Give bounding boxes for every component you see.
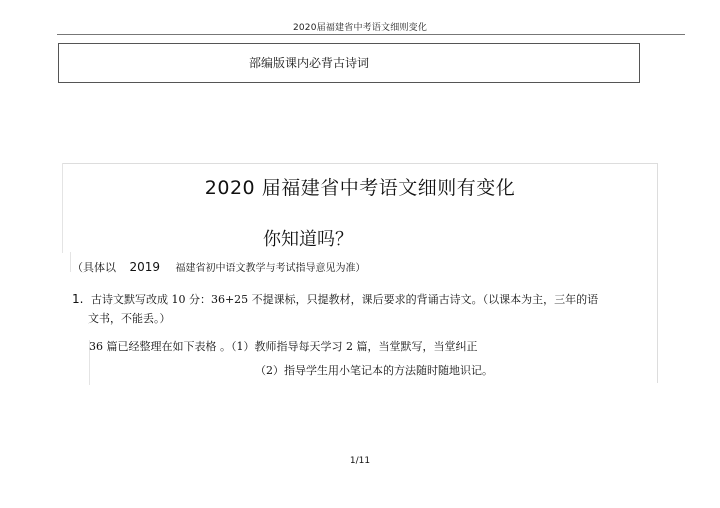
item-2: 36 篇已经整理在如下表格 。（1）教师指导每天学习 2 篇，当堂默写，当堂纠正 bbox=[89, 340, 478, 353]
item-3: （2）指导学生用小笔记本的方法随时随地识记。 bbox=[255, 364, 493, 377]
page-header: 2020届福建省中考语文细则变化 bbox=[292, 23, 428, 33]
item-1 bbox=[72, 291, 598, 307]
header-divider bbox=[57, 34, 685, 35]
item-1-number: 1. bbox=[72, 292, 84, 306]
frame-top-border bbox=[62, 163, 658, 164]
document-title: 2020 届福建省中考语文细则有变化 bbox=[204, 177, 516, 199]
item-1-continuation: 文书，不能丢。） bbox=[88, 312, 171, 325]
note-line bbox=[72, 259, 366, 275]
title-box bbox=[58, 43, 640, 83]
note-open: （具体以 bbox=[72, 261, 116, 274]
page-number: 1/11 bbox=[349, 456, 371, 466]
document-subtitle: 你知道吗？ bbox=[263, 229, 353, 250]
frame-left-border-segment bbox=[70, 252, 71, 272]
item-1-text: 古诗文默写改成 10 分：36+25 不提课标，只提教材，课后要求的背诵古诗文。（以课本为主，三年的语 bbox=[90, 293, 599, 306]
note-year: 2019 bbox=[129, 260, 161, 274]
note-rest: 福建省初中语文教学与考试指导意见为准） bbox=[175, 263, 366, 274]
box-title: 部编版课内必背古诗词 bbox=[249, 56, 370, 70]
